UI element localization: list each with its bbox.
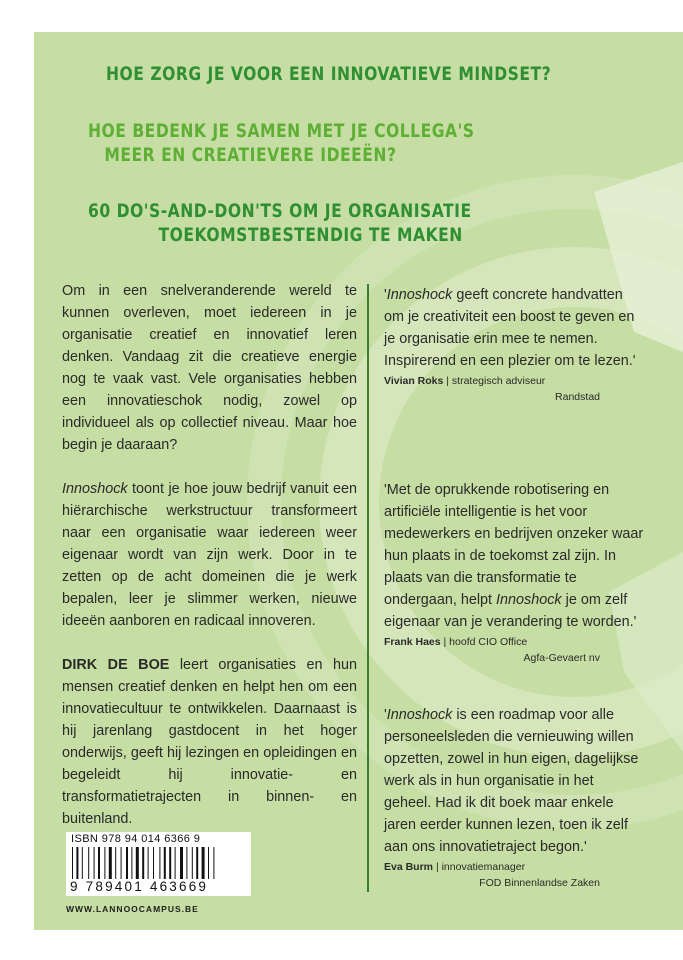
testimonial-2-org: Agfa-Gevaert nv	[523, 652, 600, 664]
barcode-bar	[136, 847, 139, 879]
testimonial-1	[384, 284, 644, 404]
testimonial-3-org: FOD Binnenlandse Zaken	[479, 877, 600, 889]
blurb-paragraph-2-text: toont je hoe jouw bedrijf vanuit een hiërarchische werkstructuur transformeert naar een organisatie waar iedereen weer eigenaar wordt van zijn werk. Door in te zetten op de acht domeinen die je werk bepalen, leer je slimmer werken, nieuwe ideeën aanboren en radicaal innoveren.	[62, 481, 357, 629]
testimonial-1-text	[384, 284, 644, 372]
blurb-paragraph-2	[62, 478, 357, 632]
barcode-bar	[153, 847, 154, 879]
barcode-bars	[70, 847, 248, 881]
author-bio-text: leert organisaties en hun mensen creatief denken en helpt hen om een innovatiecultuur te ontwikkelen. Daarnaast is hij jarenlang gastdocent in het hoger onderwijs, geeft hij lezingen en opleidingen en begeleidt hij innovatie- en transformatietrajecten in binnen- en buitenland.	[62, 657, 357, 827]
blurb-paragraph-1: Om in een snelveranderende wereld te kunnen overleven, moet iedereen in je organisatie creatief en innovatief leren denken. Vandaag zit die creatieve energie nog te vaak vast. Vele organisaties hebben een innovatieschok nodig, zowel op individueel als op collectief niveau. Maar hoe begin je daaraan?	[62, 283, 357, 453]
barcode-bar	[109, 847, 112, 879]
barcode-bar	[126, 847, 128, 879]
barcode-bar	[76, 847, 78, 879]
barcode-bar	[164, 847, 166, 879]
barcode-bar	[186, 847, 187, 879]
barcode-bar	[169, 847, 171, 879]
barcode-bar	[94, 847, 95, 879]
headline-3	[88, 199, 472, 247]
barcode-bar	[213, 847, 214, 879]
testimonial-2-attribution	[384, 635, 644, 665]
barcode-bar	[72, 847, 73, 879]
testimonial-1-name: Vivian Roks	[384, 375, 444, 387]
book-title: Innoshock	[62, 481, 128, 497]
barcode-bar	[82, 847, 83, 879]
barcode-bar	[131, 847, 132, 879]
headline-1: HOE ZORG JE VOOR EEN INNOVATIEVE MINDSET?	[106, 63, 552, 85]
barcode-box	[66, 832, 251, 896]
author-bio	[62, 654, 357, 830]
barcode-bar	[175, 847, 176, 879]
testimonial-3-text	[384, 704, 644, 858]
barcode-bar	[104, 847, 105, 879]
barcode-bar	[208, 847, 209, 879]
testimonial-3-attribution	[384, 860, 644, 890]
book-title: Innoshock	[386, 287, 453, 303]
barcode-digits: 9 789401 463669	[70, 879, 209, 894]
back-cover	[34, 32, 683, 930]
book-title: Innoshock	[496, 592, 562, 608]
barcode-bar	[142, 847, 144, 879]
testimonial-2-name: Frank Haes	[384, 636, 441, 648]
testimonial-3-name: Eva Burm	[384, 861, 434, 873]
testimonial-2-text	[384, 479, 644, 633]
headline-2	[88, 119, 475, 167]
barcode-bar	[159, 847, 160, 879]
barcode-bar	[196, 847, 198, 879]
isbn-label: ISBN 978 94 014 6366 9	[71, 833, 201, 845]
headline-2-line-a: HOE BEDENK JE SAMEN MET JE COLLEGA'S	[88, 120, 475, 142]
testimonial-2-role: | hoofd CIO Office	[440, 636, 528, 648]
publisher-website: WWW.LANNOOCAMPUS.BE	[66, 904, 199, 914]
quote-open-mark: '	[384, 707, 387, 723]
testimonial-1-body: geeft concrete handvatten om je creativiteit een boost te geven en je organisatie erin mee te nemen. Inspirerend en een plezier om te lezen.'	[384, 287, 636, 369]
book-title: Innoshock	[386, 707, 453, 723]
testimonial-3-body: is een roadmap voor alle personeelsleden die vernieuwing willen opzetten, zowel in hun eigen, dagelijkse werk als in hun organisatie in het geheel. Had ik dit boek maar enkele jaren eerder kunnen lezen, toen ik zelf aan ons innovatietraject begon.'	[384, 707, 639, 855]
testimonial-3	[384, 704, 644, 890]
author-name: DIRK DE BOE	[62, 657, 170, 673]
testimonial-1-attribution	[384, 374, 644, 404]
testimonial-1-org: Randstad	[555, 391, 600, 403]
testimonial-2-body-a: 'Met de oprukkende robotisering en artificiële intelligentie is het voor medewerkers en bedrijven onzeker waar hun plaats in de toekomst zal zijn. In plaats van die transformatie te ondergaan, helpt	[384, 482, 644, 608]
barcode-bar	[98, 847, 100, 879]
barcode-bar	[148, 847, 149, 879]
headline-2-line-b: MEER EN CREATIEVERE IDEEËN?	[104, 144, 397, 166]
barcode-bar	[202, 847, 205, 879]
barcode-bar	[192, 847, 193, 879]
quote-open-mark: '	[384, 287, 387, 303]
headline-3-line-b: TOEKOMSTBESTENDIG TE MAKEN	[158, 224, 463, 246]
barcode-bar	[115, 847, 116, 879]
barcode-bar	[121, 847, 122, 879]
testimonial-2	[384, 479, 644, 665]
column-divider	[367, 284, 369, 892]
testimonial-1-role: | strategisch adviseur	[443, 375, 546, 387]
testimonial-2-body-b: je om zelf eigenaar van je verandering te worden.'	[384, 592, 637, 630]
testimonial-3-role: | innovatiemanager	[433, 861, 526, 873]
barcode-bar	[88, 847, 89, 879]
blurb-column	[62, 280, 357, 852]
headline-3-line-a: 60 DO'S-AND-DON'TS OM JE ORGANISATIE	[88, 200, 472, 222]
barcode-bar	[180, 847, 183, 879]
